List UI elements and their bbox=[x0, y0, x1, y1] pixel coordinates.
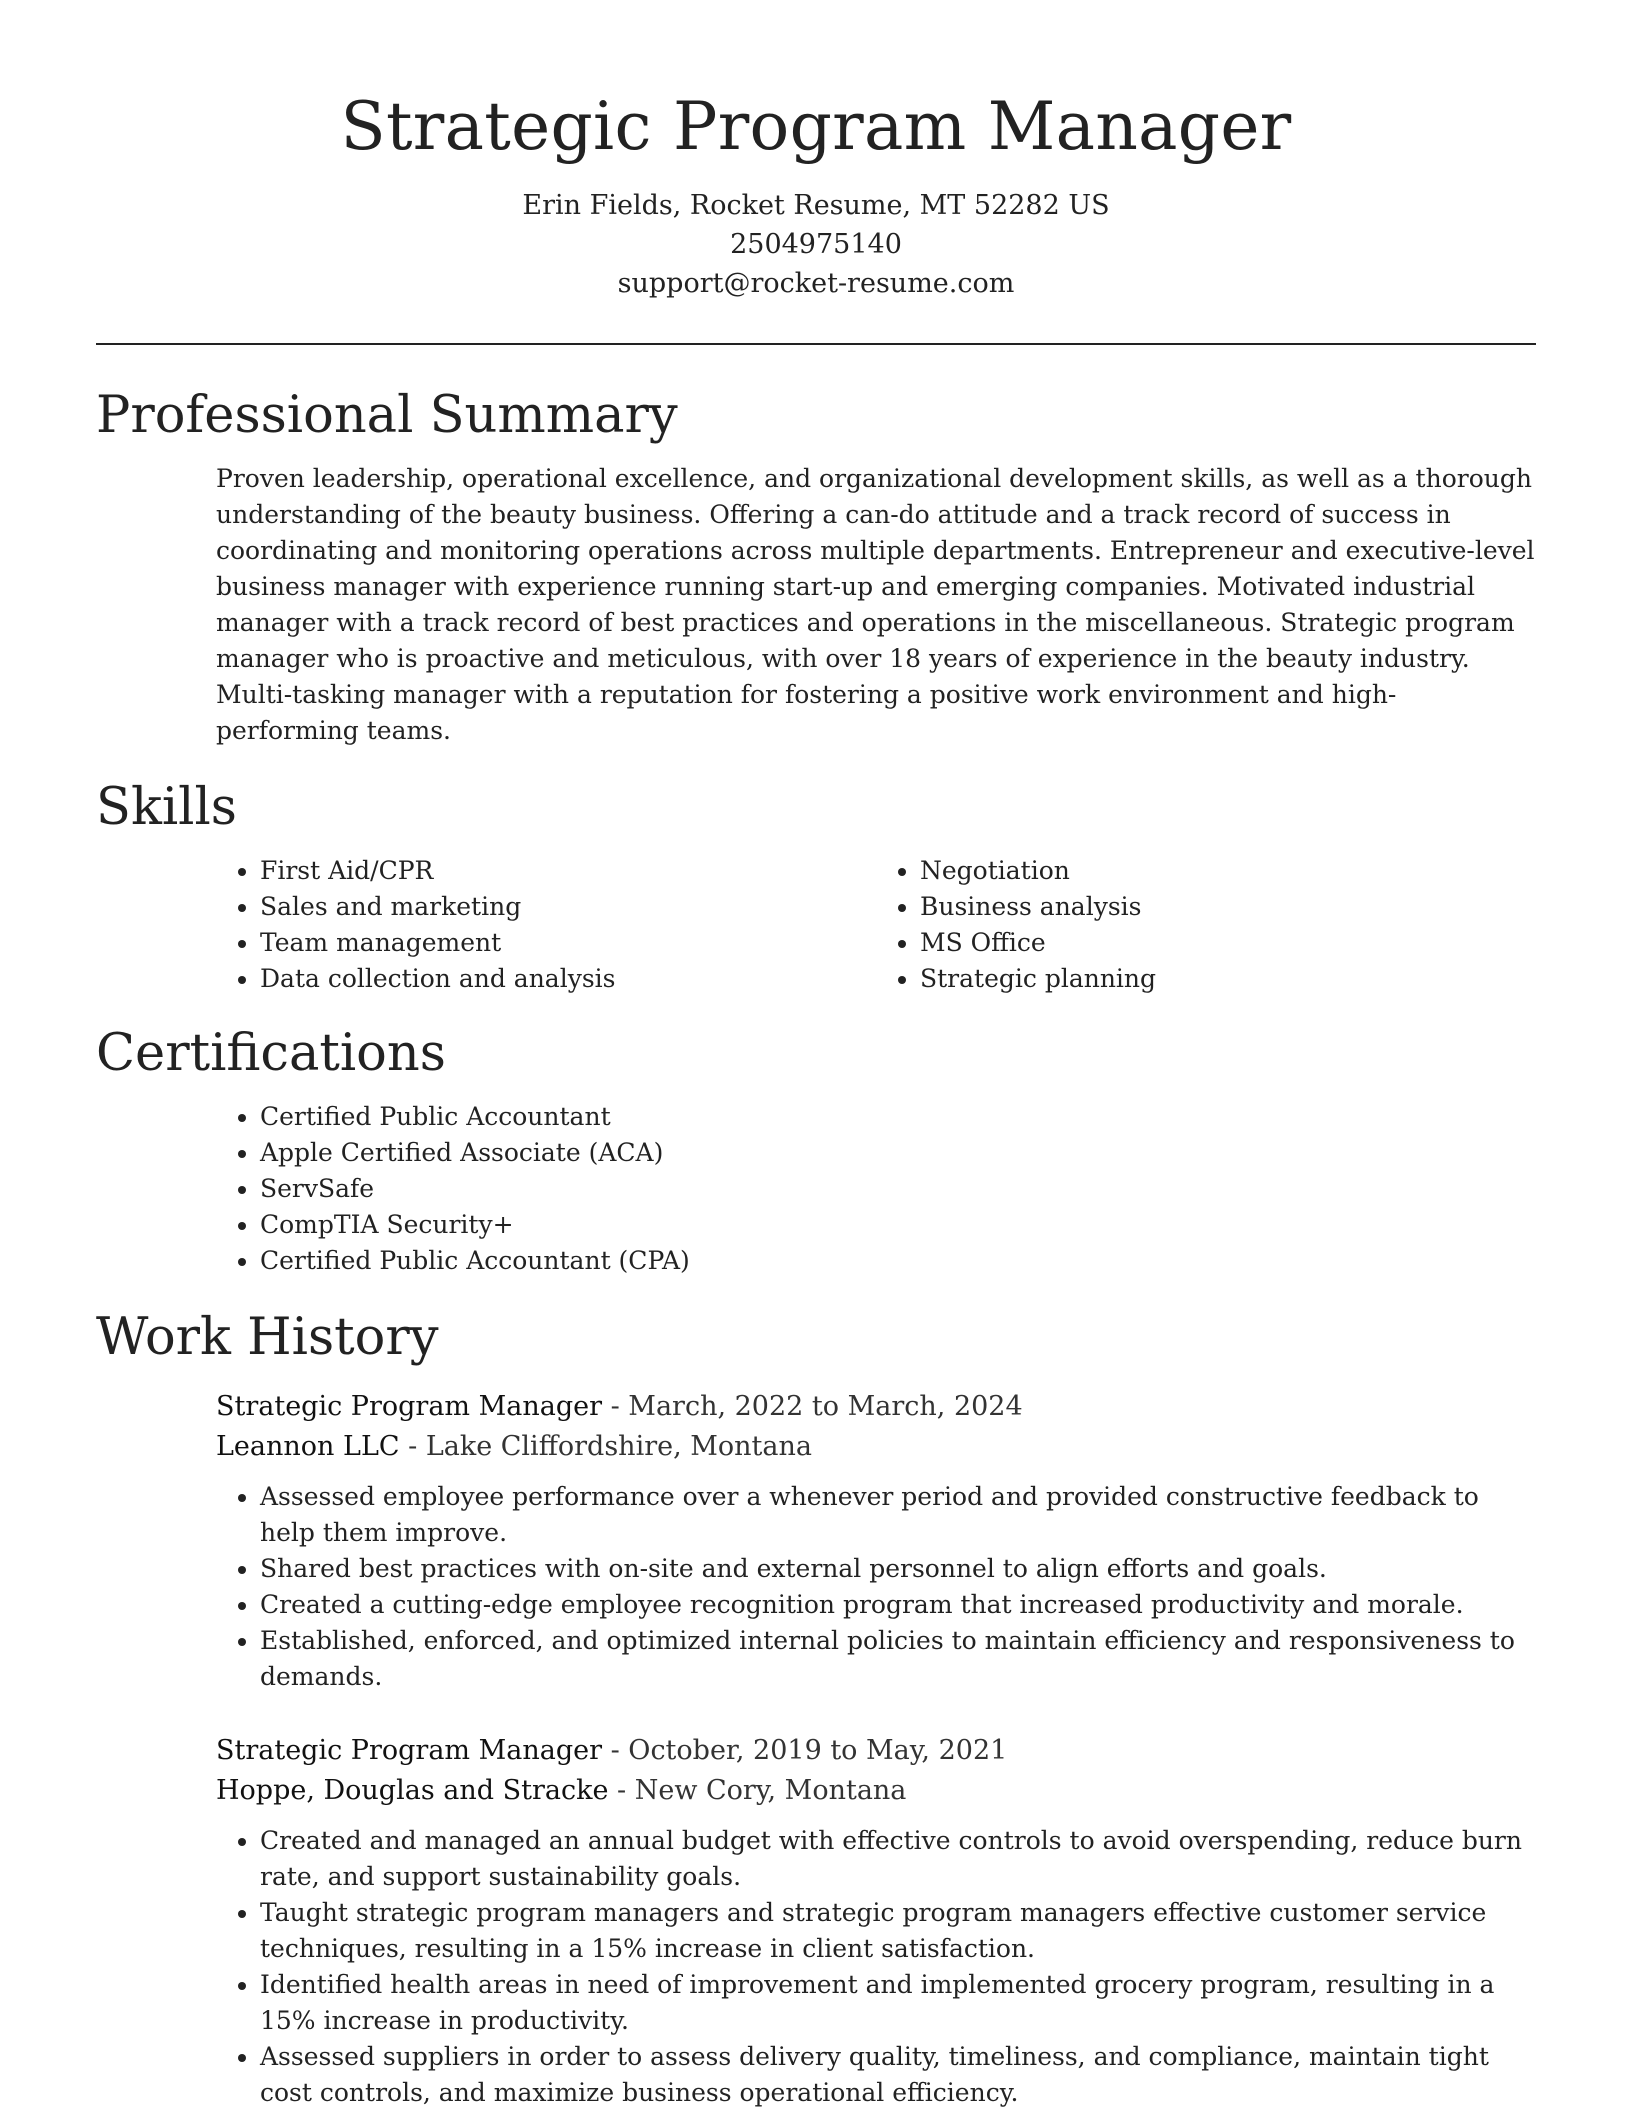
skills-column-left bbox=[216, 853, 876, 997]
skill-item: • Negotiation bbox=[920, 853, 1536, 889]
job-bullets bbox=[216, 1823, 1536, 2111]
certification-item: • ServSafe bbox=[260, 1171, 1536, 1207]
skills-column-right bbox=[876, 853, 1536, 997]
job-title-line bbox=[216, 1387, 1536, 1427]
certifications-list bbox=[216, 1099, 1536, 1279]
skill-item: • Sales and marketing bbox=[260, 889, 876, 925]
job-location: - New Cory, Montana bbox=[608, 1775, 907, 1806]
skills-heading: Skills bbox=[96, 778, 237, 837]
contact-email: support@rocket-resume.com bbox=[617, 268, 1015, 299]
certifications-bullets bbox=[216, 1099, 1536, 1279]
summary-heading: Professional Summary bbox=[96, 386, 678, 445]
job-bullet: • Shared best practices with on-site and external personnel to align efforts and goals. bbox=[260, 1551, 1536, 1587]
job-company-line bbox=[216, 1427, 1536, 1467]
job-bullet: • Assessed suppliers in order to assess delivery quality, timeliness, and compliance, maintain tight cost controls, and maximize business operational efficiency. bbox=[260, 2039, 1536, 2111]
job-bullets bbox=[216, 1479, 1536, 1695]
summary-text: Proven leadership, operational excellence, and organizational development skills, as well as a thorough understanding of the beauty business. Offering a can-do attitude and a track record of success in coordinating and monitoring operations across multiple departments. Entrepreneur and executive-level business manager with experience running start-up and emerging companies. Motivated industrial manager with a track record of best practices and operations in the miscellaneous. Strategic program manager who is proactive and meticulous, with over 18 years of experience in the beauty industry. Multi-tasking manager with a reputation for fostering a positive work environment and high-performing teams. bbox=[216, 464, 1535, 745]
job-company: Leannon LLC bbox=[216, 1431, 400, 1462]
job-location: - Lake Cliffordshire, Montana bbox=[399, 1431, 812, 1462]
job-title: Strategic Program Manager bbox=[216, 1391, 603, 1422]
job-title-line bbox=[216, 1731, 1536, 1771]
job-dates: - October, 2019 to May, 2021 bbox=[602, 1735, 1008, 1766]
job-bullet: • Created and managed an annual budget with effective controls to avoid overspending, reduce burn rate, and support sustainability goals. bbox=[260, 1823, 1536, 1895]
skill-item: • Team management bbox=[260, 925, 876, 961]
job-entry bbox=[216, 1731, 1536, 2111]
skills-list bbox=[216, 853, 1536, 997]
skill-item: • Business analysis bbox=[920, 889, 1536, 925]
skill-item: • MS Office bbox=[920, 925, 1536, 961]
skill-item: • First Aid/CPR bbox=[260, 853, 876, 889]
job-bullet: • Established, enforced, and optimized internal policies to maintain efficiency and responsiveness to demands. bbox=[260, 1623, 1536, 1695]
job-bullet: • Created a cutting-edge employee recognition program that increased productivity and morale. bbox=[260, 1587, 1536, 1623]
skill-item: • Strategic planning bbox=[920, 961, 1536, 997]
certification-item: • Apple Certified Associate (ACA) bbox=[260, 1135, 1536, 1171]
job-title: Strategic Program Manager bbox=[216, 1735, 603, 1766]
work-history-heading: Work History bbox=[96, 1308, 439, 1367]
skill-item: • Data collection and analysis bbox=[260, 961, 876, 997]
job-bullet: • Taught strategic program managers and strategic program managers effective customer service techniques, resulting in a 15% increase in client satisfaction. bbox=[260, 1895, 1536, 1967]
job-bullet: • Assessed employee performance over a whenever period and provided constructive feedback to help them improve. bbox=[260, 1479, 1536, 1551]
resume-page bbox=[96, 0, 1536, 2111]
contact-phone: 2504975140 bbox=[730, 229, 902, 260]
job-company: Hoppe, Douglas and Stracke bbox=[216, 1775, 609, 1806]
certifications-heading: Certifications bbox=[96, 1024, 446, 1083]
certification-item: • CompTIA Security+ bbox=[260, 1207, 1536, 1243]
job-dates: - March, 2022 to March, 2024 bbox=[602, 1391, 1023, 1422]
resume-header bbox=[96, 0, 1536, 303]
certification-item: • Certified Public Accountant (CPA) bbox=[260, 1243, 1536, 1279]
header-divider bbox=[96, 343, 1536, 345]
resume-title: Strategic Program Manager bbox=[340, 88, 1292, 165]
certification-item: • Certified Public Accountant bbox=[260, 1099, 1536, 1135]
job-entry bbox=[216, 1387, 1536, 1695]
job-company-line bbox=[216, 1771, 1536, 1811]
contact-address: Erin Fields, Rocket Resume, MT 52282 US bbox=[522, 190, 1110, 221]
contact-block bbox=[96, 186, 1536, 303]
job-bullet: • Identified health areas in need of improvement and implemented grocery program, resulting in a 15% increase in productivity. bbox=[260, 1967, 1536, 2039]
